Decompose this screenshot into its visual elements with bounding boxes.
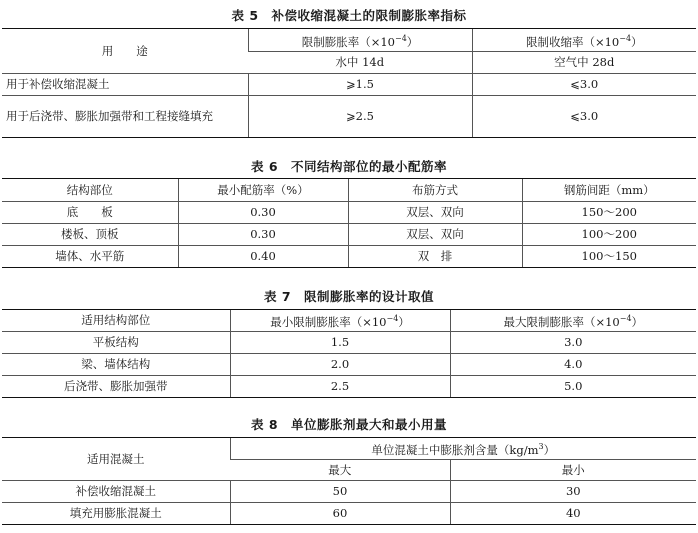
table6-header-cell: 布筋方式 bbox=[348, 179, 522, 202]
table7 bbox=[2, 309, 696, 398]
table-row bbox=[2, 503, 696, 525]
table7-cell: 后浇带、膨胀加强带 bbox=[2, 376, 230, 398]
table6-cell: 墙体、水平筋 bbox=[2, 246, 178, 268]
table8-cell: 填充用膨胀混凝土 bbox=[2, 503, 230, 525]
table5-use-cell: 用于后浇带、膨胀加强带和工程接缝填充 bbox=[2, 96, 248, 138]
table8 bbox=[2, 437, 696, 525]
table-row bbox=[2, 74, 696, 96]
table-row bbox=[2, 224, 696, 246]
table7-cell: 5.0 bbox=[450, 376, 696, 398]
table-row bbox=[2, 354, 696, 376]
table7-caption: 表 7 限制膨胀率的设计取值 bbox=[263, 289, 435, 304]
table7-structure-header: 适用结构部位 bbox=[2, 310, 230, 332]
table5-expansion-header: 限制膨胀率$(\times 10^{-4})$ bbox=[248, 29, 472, 52]
table-row bbox=[2, 202, 696, 224]
table5-expansion-cell: ⩾2.5 bbox=[248, 96, 472, 138]
table-row bbox=[2, 96, 696, 138]
table7-cell: 4.0 bbox=[450, 354, 696, 376]
table7-cell: 梁、墙体结构 bbox=[2, 354, 230, 376]
table8-cell: 补偿收缩混凝土 bbox=[2, 481, 230, 503]
table8-cell: 50 bbox=[230, 481, 450, 503]
table7-cell: 3.0 bbox=[450, 332, 696, 354]
table6-cell: 100～200 bbox=[522, 224, 696, 246]
table-row bbox=[2, 246, 696, 268]
table8-min-subheader: 最小 bbox=[450, 460, 696, 481]
table8-cell: 40 bbox=[450, 503, 696, 525]
table-row bbox=[2, 481, 696, 503]
table5-expansion-cell: ⩾1.5 bbox=[248, 74, 472, 96]
table6-cell: 0.30 bbox=[178, 202, 348, 224]
table6-header-cell: 钢筋间距（mm） bbox=[522, 179, 696, 202]
table6-caption: 表 6 不同结构部位的最小配筋率 bbox=[250, 159, 448, 174]
table7-cell: 2.0 bbox=[230, 354, 450, 376]
table6-cell: 双 排 bbox=[348, 246, 522, 268]
table5-shrinkage-cell: ⩽3.0 bbox=[472, 96, 696, 138]
table6-cell: 0.30 bbox=[178, 224, 348, 246]
table6-cell: 150～200 bbox=[522, 202, 696, 224]
table6-cell: 双层、双向 bbox=[348, 202, 522, 224]
table8-cell: 30 bbox=[450, 481, 696, 503]
table8-cell: 60 bbox=[230, 503, 450, 525]
table7-cell: 平板结构 bbox=[2, 332, 230, 354]
table5 bbox=[2, 28, 696, 138]
table6-cell: 楼板、顶板 bbox=[2, 224, 178, 246]
table-row bbox=[2, 332, 696, 354]
table7-cell: 1.5 bbox=[230, 332, 450, 354]
table6-cell: 双层、双向 bbox=[348, 224, 522, 246]
table6-cell: 100～150 bbox=[522, 246, 696, 268]
table6-cell: 0.40 bbox=[178, 246, 348, 268]
table8-concrete-header: 适用混凝土 bbox=[2, 438, 230, 481]
table7-min-header: 最小限制膨胀率$(\times 10^{-4})$ bbox=[230, 310, 450, 332]
table6-header-cell: 结构部位 bbox=[2, 179, 178, 202]
table5-shrinkage-cell: ⩽3.0 bbox=[472, 74, 696, 96]
table6-header-cell: 最小配筋率（%） bbox=[178, 179, 348, 202]
table6-cell: 底 板 bbox=[2, 202, 178, 224]
table7-cell: 2.5 bbox=[230, 376, 450, 398]
table7-max-header: 最大限制膨胀率$(\times 10^{-4})$ bbox=[450, 310, 696, 332]
table8-dosage-header: 单位混凝土中膨胀剂含量$(kg/m^3)$ bbox=[230, 438, 696, 460]
table5-caption: 表 5 补偿收缩混凝土的限制膨胀率指标 bbox=[231, 8, 467, 23]
table5-shrinkage-header: 限制收缩率$(\times 10^{-4})$ bbox=[472, 29, 696, 52]
table8-caption: 表 8 单位膨胀剂最大和最小用量 bbox=[250, 417, 448, 432]
table5-expansion-sub: 水中 14d bbox=[248, 52, 472, 74]
table5-shrinkage-sub: 空气中 28d bbox=[472, 52, 696, 74]
table5-use-header: 用 途 bbox=[2, 29, 248, 74]
table5-use-cell: 用于补偿收缩混凝土 bbox=[2, 74, 248, 96]
table-row bbox=[2, 376, 696, 398]
table8-max-subheader: 最大 bbox=[230, 460, 450, 481]
table6 bbox=[2, 178, 696, 268]
